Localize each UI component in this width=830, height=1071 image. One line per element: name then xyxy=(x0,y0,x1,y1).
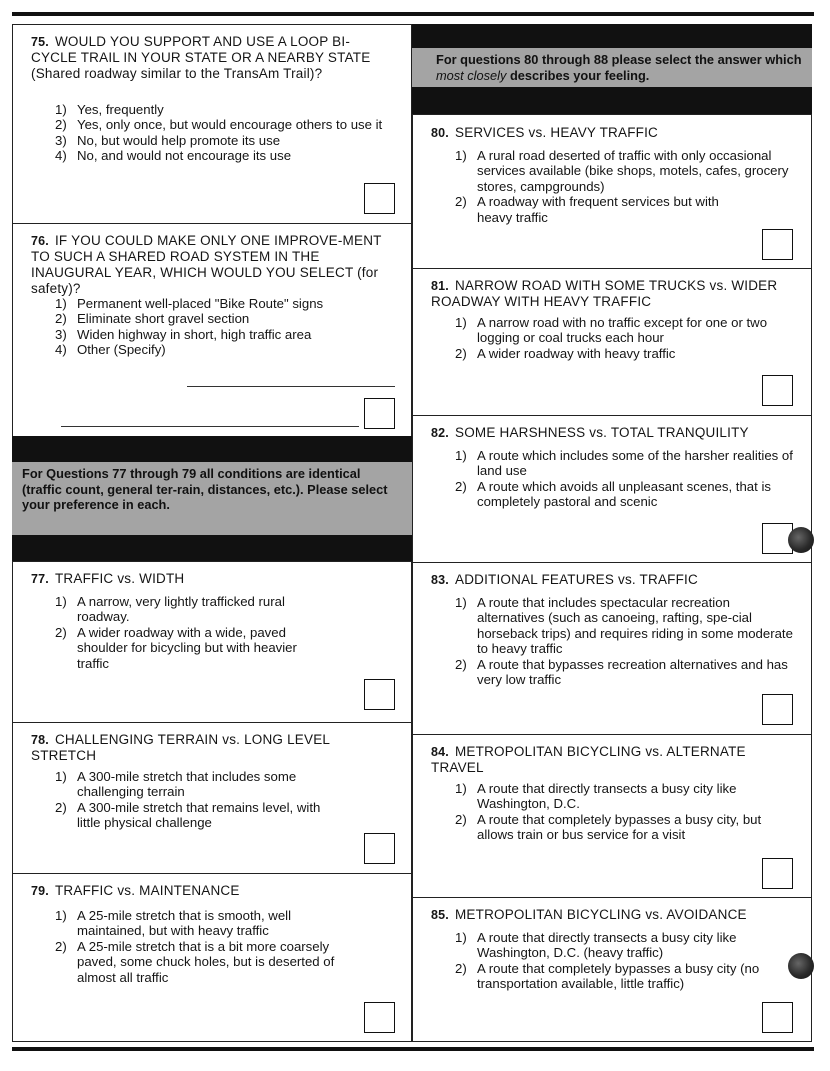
option-number: 1) xyxy=(455,448,467,463)
option-list xyxy=(455,148,791,225)
answer-box-83[interactable] xyxy=(762,694,793,725)
option-text: A roadway with frequent services but with heavy traffic xyxy=(477,194,719,225)
option-item xyxy=(455,595,797,657)
specify-line[interactable] xyxy=(187,386,395,387)
option-item xyxy=(55,327,397,342)
bottom-rule xyxy=(12,1047,814,1051)
option-number: 4) xyxy=(55,148,67,164)
question-79 xyxy=(12,873,412,1042)
option-number: 2) xyxy=(455,811,467,827)
question-title xyxy=(31,34,395,82)
question-title xyxy=(31,571,395,587)
option-number: 1) xyxy=(55,296,67,311)
question-title xyxy=(431,572,795,588)
option-list xyxy=(455,930,797,992)
answer-box-78[interactable] xyxy=(364,833,395,864)
question-title xyxy=(431,278,795,310)
question-text: SERVICES vs. HEAVY TRAFFIC xyxy=(454,125,658,140)
option-item xyxy=(455,781,757,812)
question-77 xyxy=(12,561,412,723)
option-text: Eliminate short gravel section xyxy=(77,311,250,327)
option-item xyxy=(55,625,327,671)
question-text: ADDITIONAL FEATURES vs. TRAFFIC xyxy=(454,572,698,587)
option-number: 2) xyxy=(55,799,67,815)
option-text: A route that directly transects a busy city like Washington, D.C. xyxy=(477,781,737,812)
option-text: A route that includes spectacular recreation alternatives (such as canoeing, rafting, spe-cial horseback trips) and requires riding in some moderate to heavy traffic xyxy=(477,595,793,657)
instruction-bar-top xyxy=(12,436,412,462)
question-title xyxy=(431,744,795,776)
instruction-bar-bottom xyxy=(12,535,412,561)
question-75 xyxy=(12,24,412,224)
question-text: CHALLENGING TERRAIN vs. LONG LEVEL STRETCH xyxy=(31,732,330,763)
option-number: 1) xyxy=(55,769,67,784)
option-item xyxy=(55,133,397,148)
option-number: 1) xyxy=(55,908,67,923)
answer-box-77[interactable] xyxy=(364,679,395,710)
option-number: 2) xyxy=(455,345,467,361)
option-list xyxy=(455,448,797,510)
option-text: Permanent well-placed "Bike Route" signs xyxy=(77,296,324,311)
option-number: 2) xyxy=(455,656,467,672)
question-83 xyxy=(412,562,812,735)
option-text: A route that completely bypasses a busy city, but allows train or bus service for a visit xyxy=(477,811,762,843)
instruction-text-end: describes your feeling. xyxy=(509,67,650,83)
question-text: TRAFFIC vs. WIDTH xyxy=(54,571,185,586)
question-80 xyxy=(412,114,812,269)
question-78 xyxy=(12,722,412,874)
answer-box-81[interactable] xyxy=(762,375,793,406)
option-item xyxy=(455,657,797,688)
option-list xyxy=(55,102,397,164)
option-text: Other (Specify) xyxy=(77,342,166,358)
option-text: A route which includes some of the harsher realities of land use xyxy=(477,448,793,479)
option-number: 1) xyxy=(455,315,467,330)
option-item xyxy=(455,479,797,510)
option-text: A wider roadway with a wide, paved shoulder for bicycling but with heavier traffic xyxy=(77,624,297,671)
option-list xyxy=(455,781,797,843)
instruction-emphasis: most closely xyxy=(436,67,507,83)
option-text: Widen highway in short, high traffic area xyxy=(77,326,312,342)
option-text: A 300-mile stretch that remains level, with little physical challenge xyxy=(77,799,321,831)
question-number: 78. xyxy=(31,733,49,747)
question-number: 76. xyxy=(31,234,49,248)
survey-page xyxy=(12,24,812,1042)
punch-hole xyxy=(788,527,814,553)
option-list xyxy=(55,296,397,358)
option-number: 2) xyxy=(55,624,67,640)
option-number: 1) xyxy=(55,102,67,117)
option-text: A route which avoids all unpleasant scenes, that is completely pastoral and scenic xyxy=(477,478,771,510)
instruction-text: For questions 80 through 88 please select the answer which xyxy=(436,52,802,67)
option-list xyxy=(55,594,397,671)
question-number: 84. xyxy=(431,745,449,759)
question-text: METROPOLITAN BICYCLING vs. ALTERNATE TRAVEL xyxy=(431,744,746,775)
option-number: 2) xyxy=(55,311,67,327)
question-number: 75. xyxy=(31,35,49,49)
option-text: A 25-mile stretch that is a bit more coarsely paved, some chuck holes, but is deserted of almost all traffic xyxy=(77,938,335,985)
option-item xyxy=(455,315,797,346)
option-number: 1) xyxy=(455,930,467,945)
option-text: A route that completely bypasses a busy city (no transportation available, little traffic) xyxy=(477,960,760,992)
option-number: 3) xyxy=(55,132,67,148)
instructions-80-88 xyxy=(412,48,812,87)
option-number: 1) xyxy=(455,148,467,163)
punch-hole xyxy=(788,953,814,979)
option-text: A narrow, very lightly trafficked rural roadway. xyxy=(77,594,285,625)
option-number: 1) xyxy=(455,595,467,610)
option-item xyxy=(455,961,777,992)
question-text: METROPOLITAN BICYCLING vs. AVOIDANCE xyxy=(454,907,747,922)
option-text: A 300-mile stretch that includes some challenging terrain xyxy=(77,769,297,800)
instruction-bar-bottom xyxy=(412,87,812,114)
question-text: WOULD YOU SUPPORT AND USE A LOOP BI-CYCLE TRAIL IN YOUR STATE OR A NEARBY STATE (Shared roadway similar to the TransAm Trail)? xyxy=(31,34,371,81)
question-title xyxy=(431,425,795,441)
question-title xyxy=(31,883,395,899)
option-item xyxy=(455,930,757,961)
option-number: 2) xyxy=(55,117,67,133)
answer-box-80[interactable] xyxy=(762,229,793,260)
option-item xyxy=(55,769,317,800)
answer-box-76[interactable] xyxy=(364,398,395,429)
option-item xyxy=(55,117,397,132)
question-number: 83. xyxy=(431,573,449,587)
option-item xyxy=(55,800,347,831)
question-title xyxy=(31,233,395,297)
option-item xyxy=(55,296,397,311)
option-item xyxy=(455,346,797,361)
option-list xyxy=(455,595,797,687)
option-list xyxy=(455,315,797,361)
option-text: A narrow road with no traffic except for one or two logging or coal trucks each hour xyxy=(477,315,768,346)
option-list xyxy=(55,908,397,985)
option-text: A route that bypasses recreation alternatives and has very low traffic xyxy=(477,656,788,688)
specify-line-2[interactable] xyxy=(61,426,359,427)
option-item xyxy=(55,939,347,985)
question-number: 77. xyxy=(31,572,49,586)
question-title xyxy=(31,732,395,764)
question-number: 79. xyxy=(31,884,49,898)
option-item xyxy=(455,148,791,194)
question-title xyxy=(431,907,795,923)
option-number: 3) xyxy=(55,326,67,342)
question-text: IF YOU COULD MAKE ONLY ONE IMPROVE-MENT TO SUCH A SHARED ROAD SYSTEM IN THE INAUGURAL YEAR, WHICH WOULD YOU SELECT (for safety)? xyxy=(31,233,382,296)
option-number: 1) xyxy=(55,594,67,609)
option-text: Yes, frequently xyxy=(77,102,164,117)
option-item xyxy=(455,194,757,225)
option-text: Yes, only once, but would encourage others to use it xyxy=(77,117,383,133)
top-rule xyxy=(12,12,814,16)
option-item xyxy=(55,342,397,357)
option-number: 2) xyxy=(55,938,67,954)
question-number: 85. xyxy=(431,908,449,922)
answer-box-75[interactable] xyxy=(364,183,395,214)
question-85 xyxy=(412,897,812,1042)
option-number: 4) xyxy=(55,342,67,358)
option-number: 1) xyxy=(455,781,467,796)
question-number: 80. xyxy=(431,126,449,140)
option-item xyxy=(55,102,397,117)
question-number: 82. xyxy=(431,426,449,440)
answer-box-79[interactable] xyxy=(364,1002,395,1033)
option-item xyxy=(55,594,287,625)
question-76 xyxy=(12,223,412,437)
question-82 xyxy=(412,415,812,563)
option-item xyxy=(55,908,327,939)
option-text: No, but would help promote its use xyxy=(77,132,281,148)
question-text: NARROW ROAD WITH SOME TRUCKS vs. WIDER ROADWAY WITH HEAVY TRAFFIC xyxy=(431,278,778,309)
question-81 xyxy=(412,268,812,416)
instructions-77-79 xyxy=(12,462,412,535)
option-list xyxy=(55,769,397,831)
option-item xyxy=(55,311,397,326)
instruction-text: For Questions 77 through 79 all conditions are identical (traffic count, general ter-rain, distances, etc.). Please select your preference in each. xyxy=(22,466,388,512)
option-text: A route that directly transects a busy city like Washington, D.C. (heavy traffic) xyxy=(477,930,737,961)
answer-box-85[interactable] xyxy=(762,1002,793,1033)
instruction-bar-top xyxy=(412,24,812,48)
option-item xyxy=(55,148,397,163)
answer-box-84[interactable] xyxy=(762,858,793,889)
question-text: SOME HARSHNESS vs. TOTAL TRANQUILITY xyxy=(454,425,749,440)
question-number: 81. xyxy=(431,279,449,293)
question-title xyxy=(431,125,795,141)
option-text: A 25-mile stretch that is smooth, well maintained, but with heavy traffic xyxy=(77,908,292,939)
option-text: A rural road deserted of traffic with only occasional services available (bike shops, motels, cafes, grocery stores, campgrounds) xyxy=(477,148,789,194)
question-84 xyxy=(412,734,812,898)
option-number: 2) xyxy=(455,960,467,976)
option-number: 2) xyxy=(455,194,467,210)
option-text: No, and would not encourage its use xyxy=(77,148,292,164)
question-text: TRAFFIC vs. MAINTENANCE xyxy=(54,883,240,898)
option-item xyxy=(455,448,797,479)
option-number: 2) xyxy=(455,478,467,494)
option-item xyxy=(455,812,762,843)
option-text: A wider roadway with heavy traffic xyxy=(477,345,676,361)
